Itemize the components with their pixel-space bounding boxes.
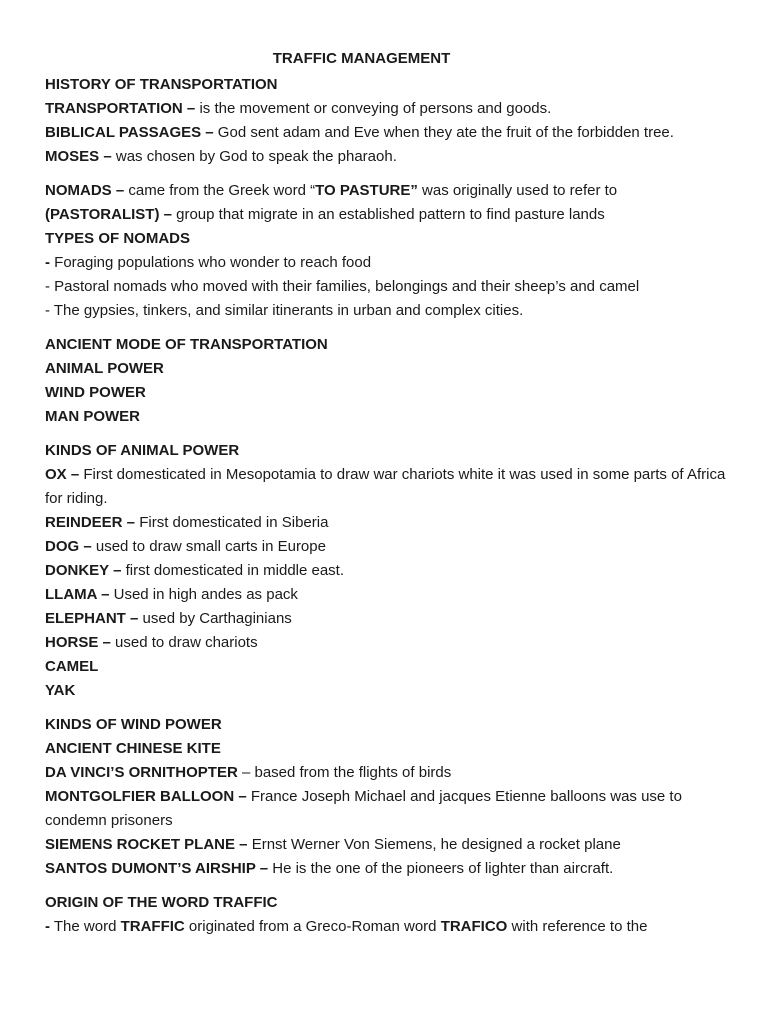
section-wind-power bbox=[45, 713, 728, 881]
list-item: - The gypsies, tinkers, and similar itinerants in urban and complex cities. bbox=[45, 302, 524, 319]
definition-line: DONKEY – first domesticated in middle east. bbox=[45, 562, 345, 579]
definition-line: MOSES – was chosen by God to speak the pharaoh. bbox=[45, 148, 397, 165]
list-item: YAK bbox=[45, 682, 76, 699]
document-title: TRAFFIC MANAGEMENT bbox=[272, 50, 451, 67]
section-heading: KINDS OF ANIMAL POWER bbox=[45, 442, 240, 459]
list-item: WIND POWER bbox=[45, 384, 146, 401]
definition-line: SANTOS DUMONT’S AIRSHIP – He is the one of the pioneers of lighter than aircraft. bbox=[45, 860, 614, 877]
definition-line: MONTGOLFIER BALLOON – France Joseph Michael and jacques Etienne balloons was use to condemn prisoners bbox=[45, 788, 682, 829]
section-ancient-mode bbox=[45, 333, 728, 429]
section-heading: KINDS OF WIND POWER bbox=[45, 716, 222, 733]
list-item: - Pastoral nomads who moved with their families, belongings and their sheep’s and camel bbox=[45, 278, 640, 295]
list-item: ANIMAL POWER bbox=[45, 360, 164, 377]
definition-line: BIBLICAL PASSAGES – God sent adam and Eve when they ate the fruit of the forbidden tree. bbox=[45, 124, 674, 141]
section-origin-traffic bbox=[45, 891, 728, 939]
list-item: - The word TRAFFIC originated from a Greco-Roman word TRAFICO with reference to the bbox=[45, 918, 648, 935]
definition-line: HORSE – used to draw chariots bbox=[45, 634, 258, 651]
definition-line: DA VINCI’S ORNITHOPTER – based from the flights of birds bbox=[45, 764, 452, 781]
list-item: - Foraging populations who wonder to reach food bbox=[45, 254, 372, 271]
section-heading: TYPES OF NOMADS bbox=[45, 230, 191, 247]
list-item: CAMEL bbox=[45, 658, 99, 675]
definition-line: OX – First domesticated in Mesopotamia to draw war chariots white it was used in some parts of Africa for riding. bbox=[45, 466, 726, 507]
definition-line: (PASTORALIST) – group that migrate in an established pattern to find pasture lands bbox=[45, 206, 605, 223]
definition-line: LLAMA – Used in high andes as pack bbox=[45, 586, 298, 603]
section-nomads bbox=[45, 179, 728, 323]
definition-line: ELEPHANT – used by Carthaginians bbox=[45, 610, 292, 627]
definition-line: DOG – used to draw small carts in Europe bbox=[45, 538, 326, 555]
definition-line: NOMADS – came from the Greek word “TO PASTURE” was originally used to refer to bbox=[45, 182, 618, 199]
section-heading: ORIGIN OF THE WORD TRAFFIC bbox=[45, 894, 278, 911]
definition-line: TRANSPORTATION – is the movement or conveying of persons and goods. bbox=[45, 100, 552, 117]
list-item: MAN POWER bbox=[45, 408, 140, 425]
list-item: ANCIENT CHINESE KITE bbox=[45, 740, 221, 757]
section-history bbox=[45, 73, 728, 169]
section-heading: HISTORY OF TRANSPORTATION bbox=[45, 76, 278, 93]
definition-line: SIEMENS ROCKET PLANE – Ernst Werner Von Siemens, he designed a rocket plane bbox=[45, 836, 621, 853]
definition-line: REINDEER – First domesticated in Siberia bbox=[45, 514, 329, 531]
section-heading: ANCIENT MODE OF TRANSPORTATION bbox=[45, 336, 328, 353]
section-animal-power bbox=[45, 439, 728, 703]
